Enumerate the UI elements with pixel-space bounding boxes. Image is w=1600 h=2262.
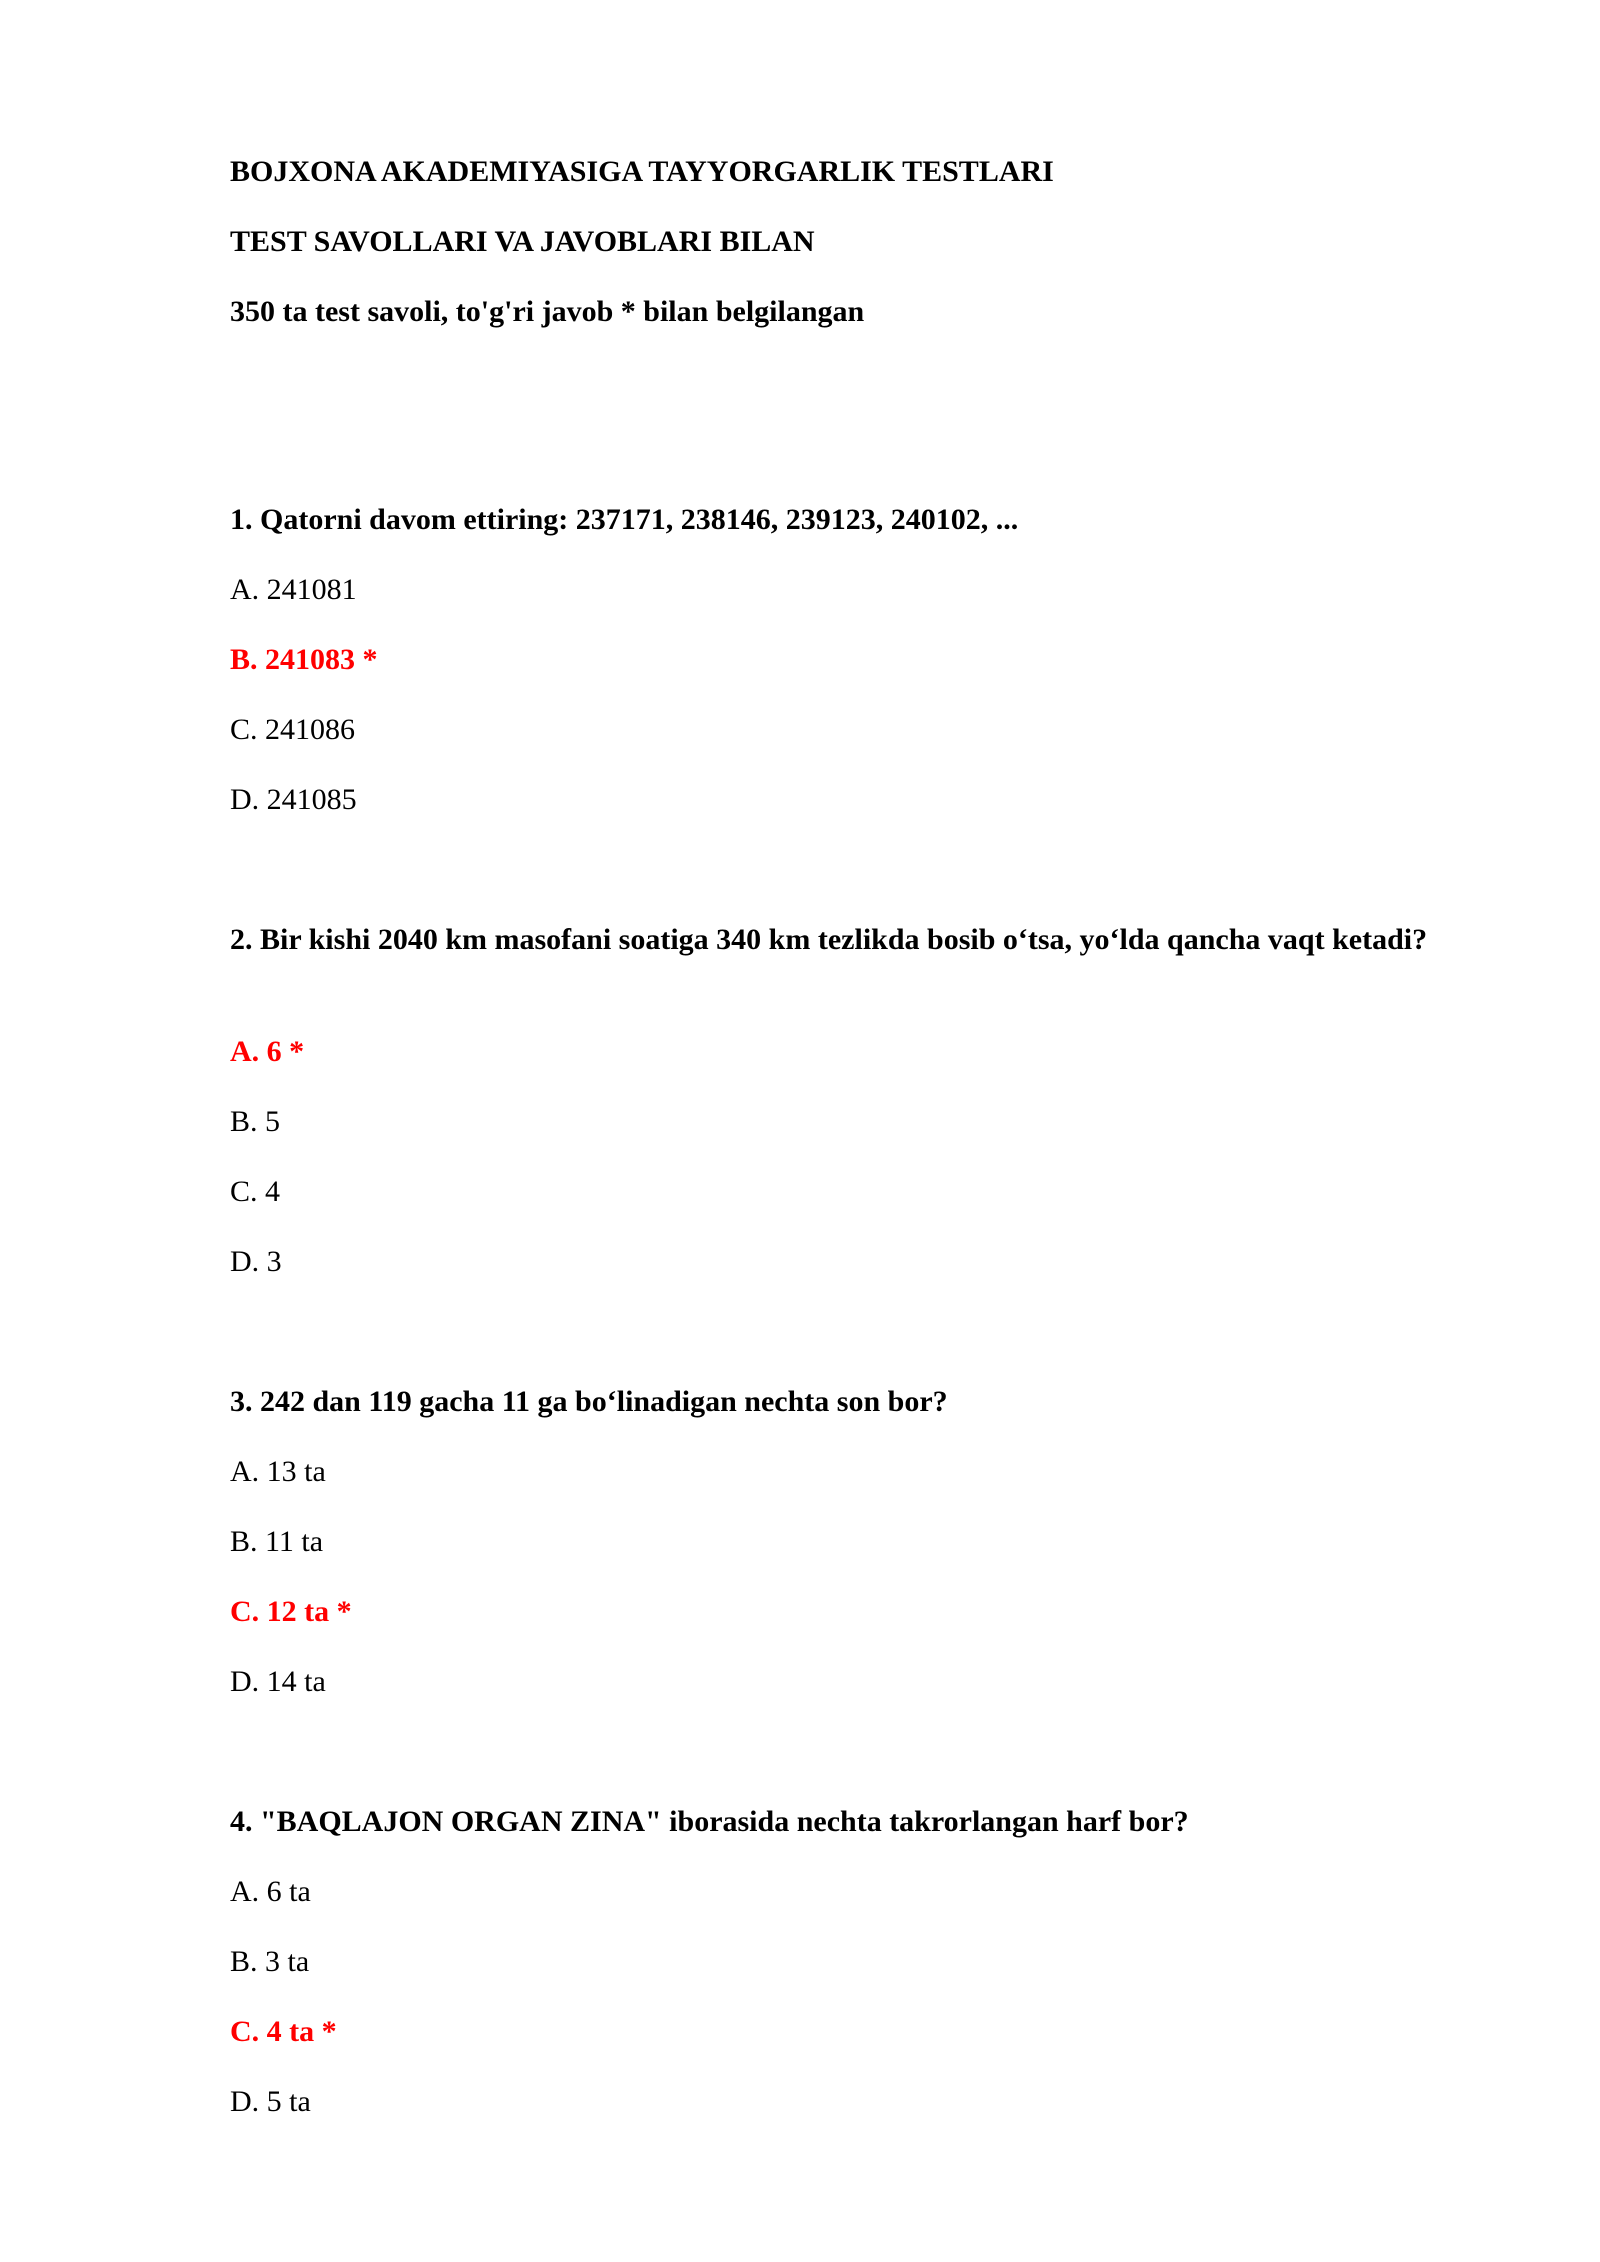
answer-option: A. 6 ta [230, 1875, 311, 1908]
document-title: BOJXONA AKADEMIYASIGA TAYYORGARLIK TESTLARI [230, 155, 1054, 188]
question-text: 3. 242 dan 119 gacha 11 ga bo‘linadigan nechta son bor? [230, 1385, 948, 1418]
answer-option: C. 241086 [230, 713, 356, 746]
answer-option: D. 14 ta [230, 1665, 326, 1698]
answer-option: D. 3 [230, 1245, 282, 1278]
question-text: 2. Bir kishi 2040 km masofani soatiga 340 km tezlikda bosib o‘tsa, yo‘lda qancha vaqt ketadi? [230, 923, 1428, 956]
answer-option: B. 3 ta [230, 1945, 310, 1978]
question-text: 1. Qatorni davom ettiring: 237171, 238146, 239123, 240102, ... [230, 503, 1019, 536]
answer-option-correct: A. 6 * [230, 1035, 305, 1068]
document-note: 350 ta test savoli, to'g'ri javob * bilan belgilangan [230, 295, 865, 328]
document-subtitle: TEST SAVOLLARI VA JAVOBLARI BILAN [230, 225, 815, 258]
answer-option-correct: C. 4 ta * [230, 2015, 337, 2048]
answer-option: A. 241081 [230, 573, 357, 606]
answer-option: C. 4 [230, 1175, 281, 1208]
answer-option: B. 11 ta [230, 1525, 324, 1558]
answer-option: A. 13 ta [230, 1455, 326, 1488]
answer-option: D. 5 ta [230, 2085, 311, 2118]
answer-option: D. 241085 [230, 783, 357, 816]
answer-option-correct: B. 241083 * [230, 643, 378, 676]
answer-option-correct: C. 12 ta * [230, 1595, 352, 1628]
answer-option: B. 5 [230, 1105, 281, 1138]
question-text: 4. "BAQLAJON ORGAN ZINA" iborasida nechta takrorlangan harf bor? [230, 1805, 1189, 1838]
